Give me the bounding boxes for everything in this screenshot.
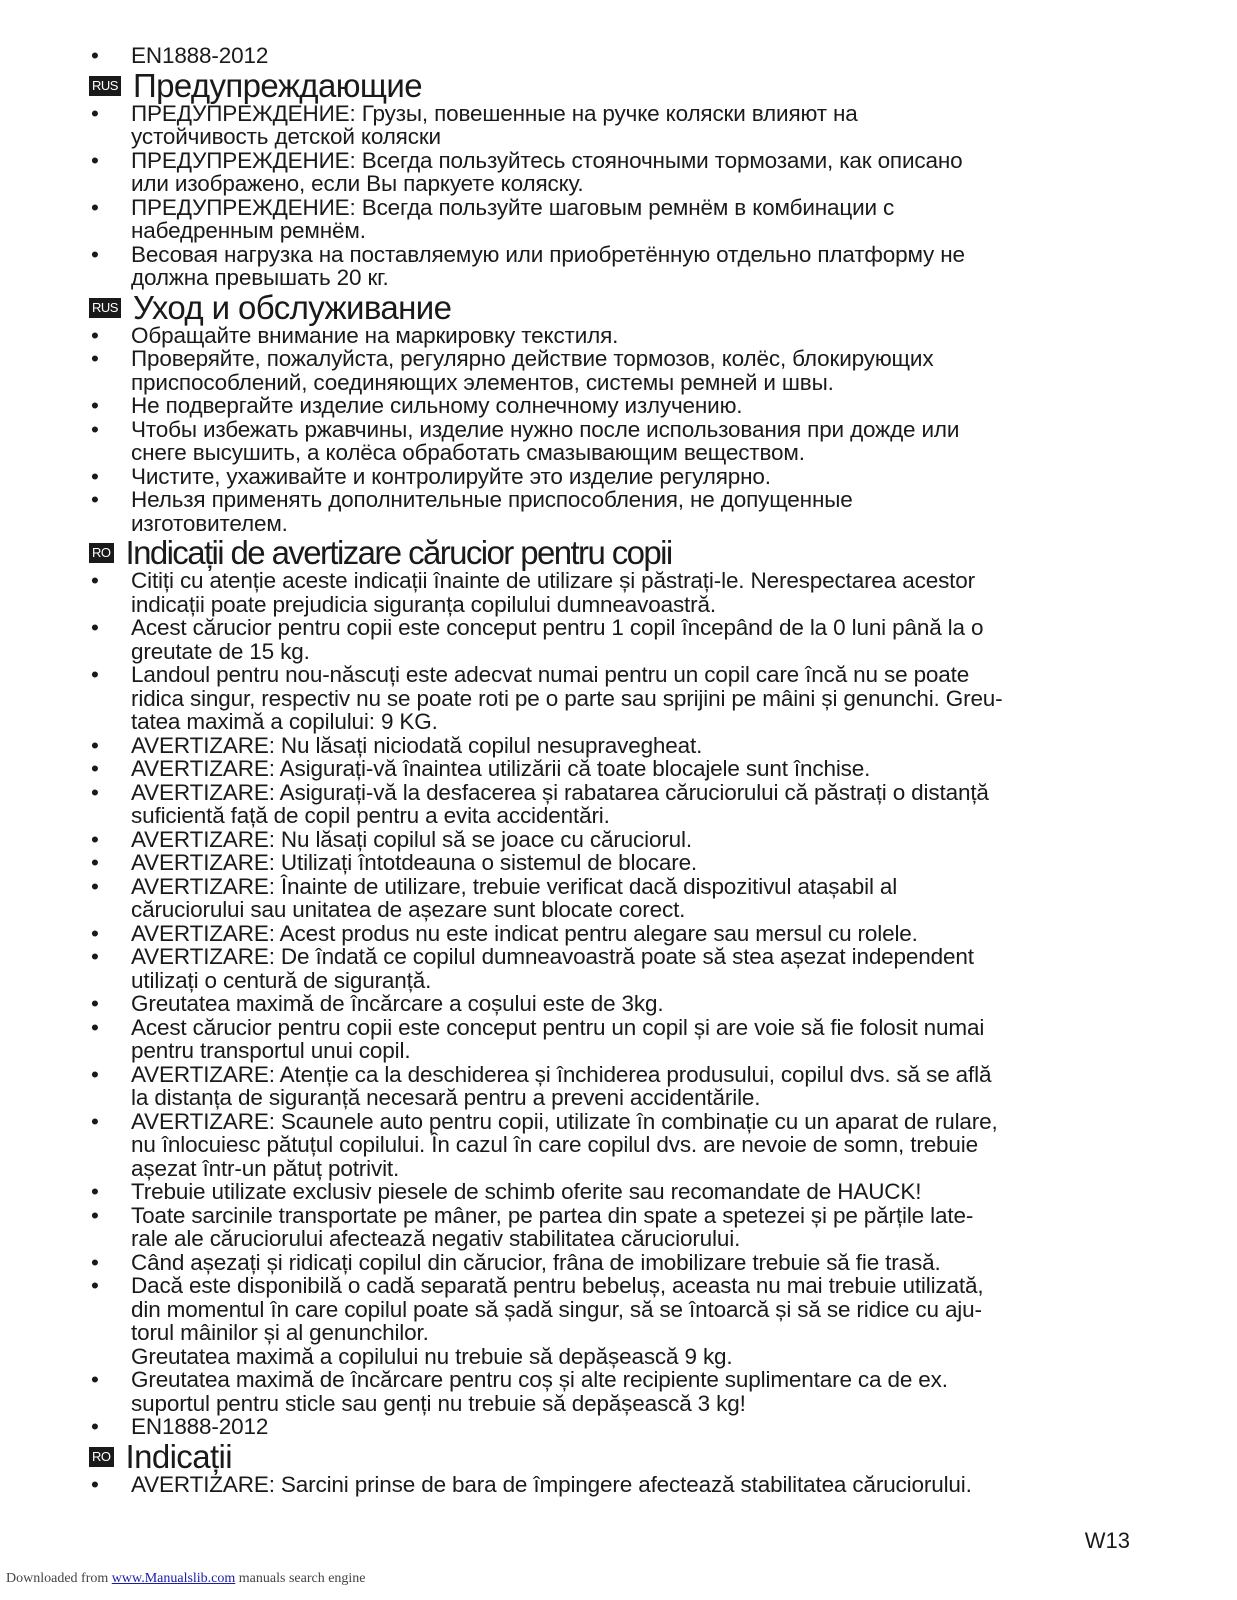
language-badge: RUS (89, 76, 121, 96)
list-item: • Проверяйте, пожалуйста, регулярно действие тормозов, колёс, блокирующих приспособлений, соединяющих элементов, системы ремней и швы. (91, 347, 1181, 394)
document-page (91, 44, 1181, 1496)
list-item: • Весовая нагрузка на поставляемую или приобретённую отдельно платформу не должна превышать 20 кг. (91, 243, 1181, 290)
list-item-continuation: Greutatea maximă a copilului nu trebuie să depășească 9 kg. (131, 1343, 733, 1369)
list-item: • AVERTIZARE: Înainte de utilizare, trebuie verificat dacă dispozitivul atașabil al căruciorului sau unitatea de așezare sunt blocate corect. (91, 875, 1181, 922)
section-list (91, 102, 1181, 290)
list-item: • Не подвергайте изделие сильному солнечному излучению. (91, 394, 1181, 418)
download-footer (6, 1571, 366, 1587)
list-item: • Обращайте внимание на маркировку текстиля. (91, 324, 1181, 348)
section-title: Indicații (125, 1437, 232, 1475)
list-item: • Нельзя применять дополнительные приспособления, не допущенные изготовителем. (91, 488, 1181, 535)
language-badge: RO (89, 1447, 114, 1467)
list-item: • AVERTIZARE: Atenție ca la deschiderea și închiderea produsului, copilul dvs. să se află la distanța de siguranță necesară pentru a preveni accidentările. (91, 1063, 1181, 1110)
section-list (91, 569, 1181, 1439)
manualslib-link[interactable]: www.Manualslib.com (111, 1571, 236, 1586)
list-item: • AVERTIZARE: Asigurați-vă înaintea utilizării că toate blocajele sunt închise. (91, 757, 1181, 781)
footer-suffix: manuals search engine (235, 1571, 366, 1586)
list-item: • Toate sarcinile transportate pe mâner, pe partea din spate a spetezei și pe părțile late- rale ale căruciorului afectează negativ stabilitatea căruciorului. (91, 1204, 1181, 1251)
list-item: • Dacă este disponibilă o cadă separată pentru bebeluș, aceasta nu mai trebuie utilizată, din momentul în care copilul poate să șadă singur, să se întoarcă și să se ridice cu aju- torul mâinilor și al genunchilor. (91, 1274, 1181, 1345)
section-title: Уход и обслуживание (132, 288, 452, 326)
footer-prefix: Downloaded from (6, 1571, 112, 1586)
top-list (91, 44, 1181, 68)
list-item: • EN1888-2012 (91, 1415, 1181, 1439)
section-header (89, 534, 1181, 571)
list-item: • Чистите, ухаживайте и контролируйте это изделие регулярно. (91, 465, 1181, 489)
language-badge: RUS (89, 298, 121, 318)
page-number: W13 (1084, 1528, 1130, 1553)
list-item: • Citiți cu atenție aceste indicații înainte de utilizare și păstrați-le. Nerespectarea acestor indicații poate prejudicia siguranța copilului dumneavoastră. (91, 569, 1181, 616)
section-list (91, 1473, 1181, 1497)
section-list (91, 324, 1181, 536)
list-item: • ПРЕДУПРЕЖДЕНИЕ: Всегда пользуйтесь стояночными тормозами, как описано или изображено, если Вы паркуете коляску. (91, 149, 1181, 196)
list-item: • AVERTIZARE: Acest produs nu este indicat pentru alegare sau mersul cu rolele. (91, 922, 1181, 946)
language-badge: RO (89, 543, 114, 563)
list-item: • Greutatea maximă de încărcare pentru coș și alte recipiente suplimentare ca de ex. suportul pentru sticle sau genți nu trebuie să depășească 3 kg! (91, 1368, 1181, 1415)
list-item: • AVERTIZARE: Nu lăsați niciodată copilul nesupravegheat. (91, 734, 1181, 758)
list-item: • EN1888-2012 (91, 44, 1181, 68)
list-item: • ПРЕДУПРЕЖДЕНИЕ: Грузы, повешенные на ручке коляски влияют на устойчивость детской коляски (91, 102, 1181, 149)
list-item: • ПРЕДУПРЕЖДЕНИЕ: Всегда пользуйте шаговым ремнём в комбинации с набедренным ремнём. (91, 196, 1181, 243)
list-item: • Acest cărucior pentru copii este conceput pentru 1 copil începând de la 0 luni până la o greutate de 15 kg. (91, 616, 1181, 663)
section-title: Предупреждающие (132, 66, 422, 104)
list-item: • AVERTIZARE: Sarcini prinse de bara de împingere afectează stabilitatea căruciorului. (91, 1473, 1181, 1497)
list-item: • Când așezați și ridicați copilul din cărucior, frâna de imobilizare trebuie să fie trasă. (91, 1251, 1181, 1275)
list-item: • Acest cărucior pentru copii este conceput pentru un copil și are voie să fie folosit numai pentru transportul unui copil. (91, 1016, 1181, 1063)
list-item: • AVERTIZARE: Scaunele auto pentru copii, utilizate în combinație cu un aparat de rulare, nu înlocuiesc pătuțul copilului. În cazul în care copilul dvs. are nevoie de somn, trebuie așezat într-un pătuț potrivit. (91, 1110, 1181, 1181)
list-item: • AVERTIZARE: Utilizați întotdeauna o sistemul de blocare. (91, 851, 1181, 875)
section-header (89, 66, 1181, 104)
section-header (89, 1437, 1181, 1475)
list-item: • AVERTIZARE: Asigurați-vă la desfacerea și rabatarea căruciorului că păstrați o distanță suficientă față de copil pentru a evita accidentări. (91, 781, 1181, 828)
list-item: • AVERTIZARE: De îndată ce copilul dumneavoastră poate să stea așezat independent utilizați o centură de siguranță. (91, 945, 1181, 992)
list-item: • Greutatea maximă de încărcare a coșului este de 3kg. (91, 992, 1181, 1016)
section-title: Indicații de avertizare cărucior pentru copii (125, 534, 672, 571)
section-header (89, 288, 1181, 326)
list-item: • Чтобы избежать ржавчины, изделие нужно после использования при дожде или снеге высушить, а колёса обработать смазывающим веществом. (91, 418, 1181, 465)
list-item: • Landoul pentru nou-născuți este adecvat numai pentru un copil care încă nu se poate ridica singur, respectiv nu se poate roti pe o parte sau sprijini pe mâini și genunchi. Greu- tatea maximă a copilului: 9 KG. (91, 663, 1181, 734)
list-item: • AVERTIZARE: Nu lăsați copilul să se joace cu căruciorul. (91, 828, 1181, 852)
list-item: • Trebuie utilizate exclusiv piesele de schimb oferite sau recomandate de HAUCK! (91, 1180, 1181, 1204)
